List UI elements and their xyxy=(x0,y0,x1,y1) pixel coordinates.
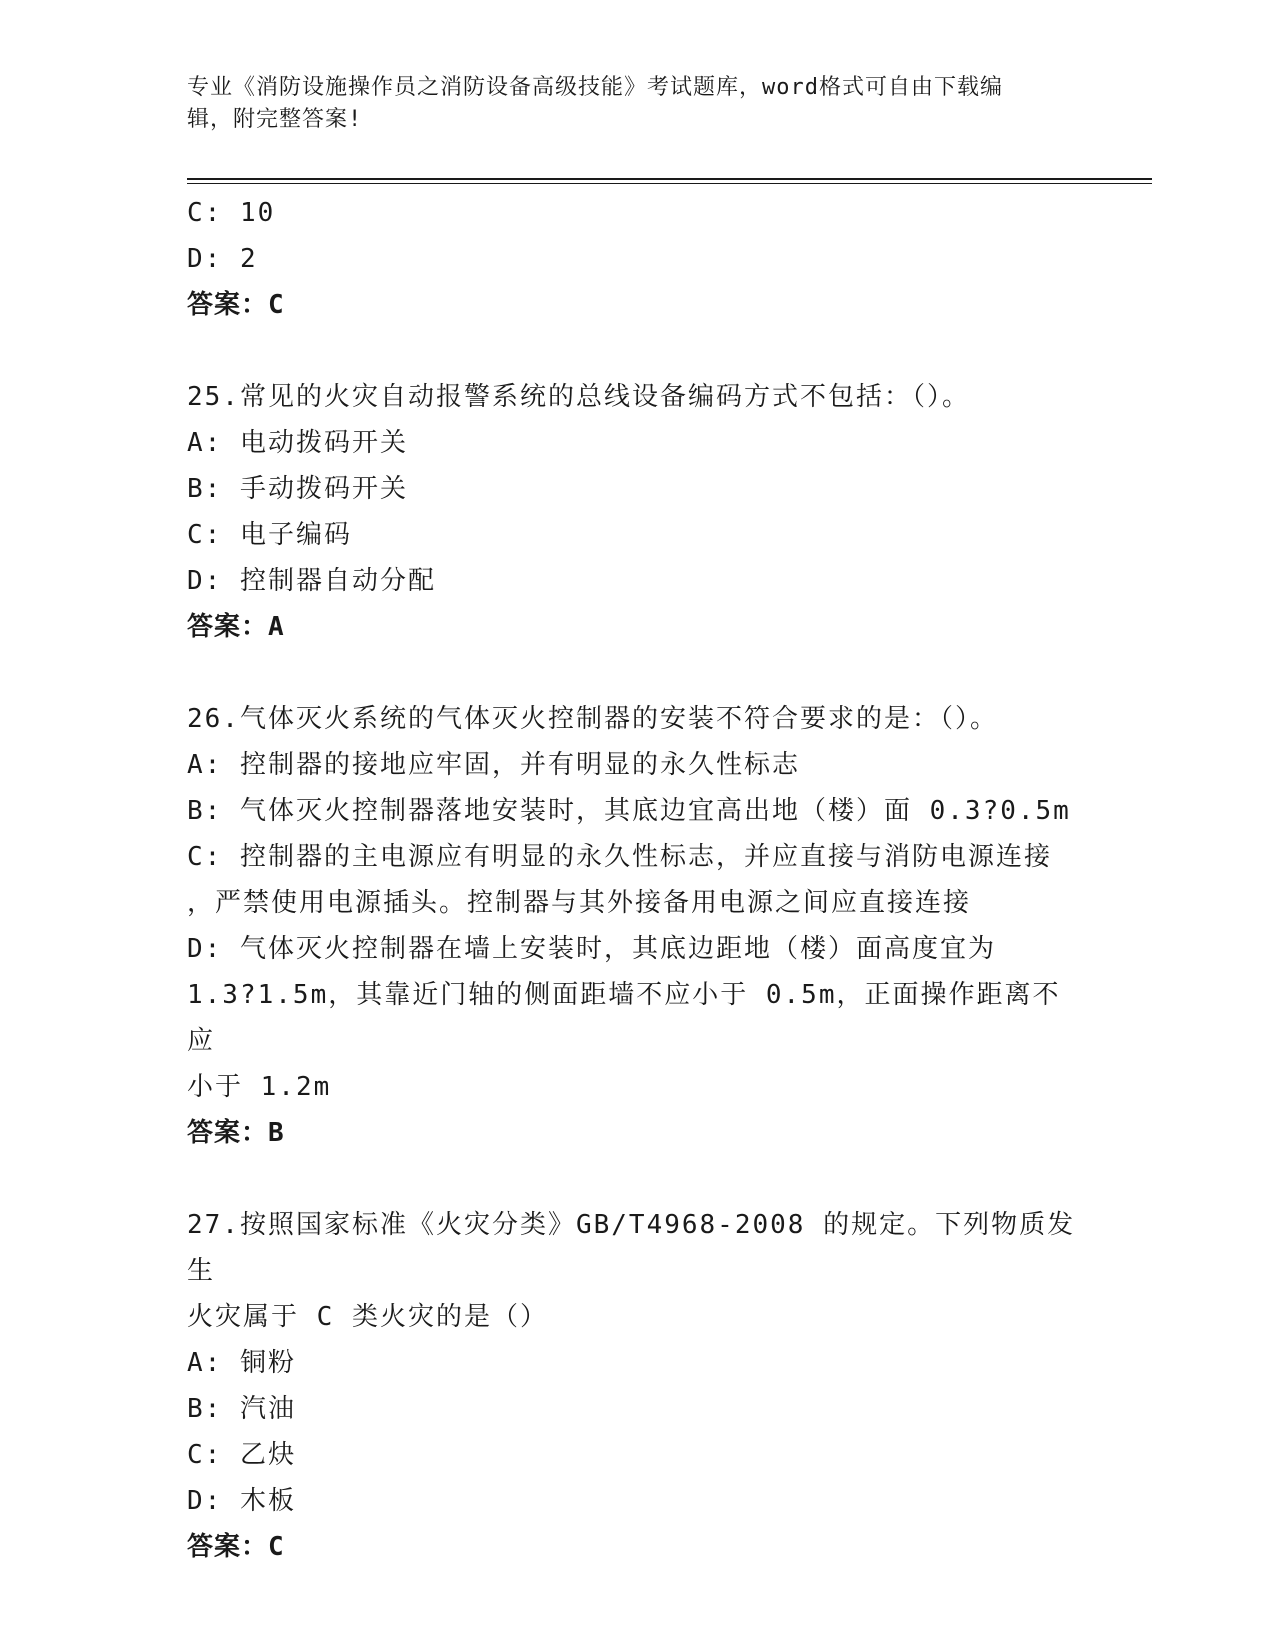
answer-line: 答案：C xyxy=(187,1532,285,1562)
header-divider-thin xyxy=(187,183,1152,184)
option-b: B: 汽油 xyxy=(187,1394,296,1424)
question-25 xyxy=(187,374,1087,650)
question-stem-line-1: 27.按照国家标准《火灾分类》GB/T4968-2008 的规定。下列物质发生 xyxy=(187,1210,1076,1286)
option-d: D: 木板 xyxy=(187,1486,296,1516)
option-d: D: 2 xyxy=(187,244,258,274)
question-26 xyxy=(187,696,1087,1156)
option-a: A: 电动拨码开关 xyxy=(187,428,408,458)
spacer xyxy=(187,1156,1087,1202)
answer-line: 答案：C xyxy=(187,290,285,320)
option-c-line-1: C: 控制器的主电源应有明显的永久性标志，并应直接与消防电源连接 xyxy=(187,842,1052,872)
question-stem: 26.气体灭火系统的气体灭火控制器的安装不符合要求的是：（）。 xyxy=(187,704,998,734)
question-27 xyxy=(187,1202,1087,1570)
option-d-line-1: D: 气体灭火控制器在墙上安装时，其底边距地（楼）面高度宜为 xyxy=(187,934,996,964)
option-a: A: 控制器的接地应牢固，并有明显的永久性标志 xyxy=(187,750,800,780)
option-d-line-2: 1.3?1.5m，其靠近门轴的侧面距墙不应小于 0.5m，正面操作距离不应 xyxy=(187,980,1061,1056)
option-d: D: 控制器自动分配 xyxy=(187,566,436,596)
option-c: C: 乙炔 xyxy=(187,1440,296,1470)
answer-line: 答案：B xyxy=(187,1118,285,1148)
spacer xyxy=(187,328,1087,374)
option-c-line-2: ，严禁使用电源插头。控制器与其外接备用电源之间应直接连接 xyxy=(187,888,972,918)
answer-line: 答案：A xyxy=(187,612,285,642)
option-c: C: 10 xyxy=(187,198,276,228)
header-line-1: 专业《消防设施操作员之消防设备高级技能》考试题库，word格式可自由下载编 xyxy=(187,75,1003,100)
option-b: B: 手动拨码开关 xyxy=(187,474,408,504)
question-stem: 25.常见的火灾自动报警系统的总线设备编码方式不包括：（）。 xyxy=(187,382,970,412)
option-b: B: 气体灭火控制器落地安装时，其底边宜高出地（楼）面 0.3?0.5m xyxy=(187,796,1071,826)
question-list xyxy=(187,190,1087,1570)
option-d-line-3: 小于 1.2m xyxy=(187,1072,332,1102)
option-c: C: 电子编码 xyxy=(187,520,352,550)
question-stem-line-2: 火灾属于 C 类火灾的是（） xyxy=(187,1302,548,1332)
option-a: A: 铜粉 xyxy=(187,1348,296,1378)
question-24-tail xyxy=(187,190,1087,328)
header-line-2: 辑，附完整答案! xyxy=(187,107,363,132)
document-header xyxy=(187,72,1067,136)
spacer xyxy=(187,650,1087,696)
header-divider-thick xyxy=(187,178,1152,180)
